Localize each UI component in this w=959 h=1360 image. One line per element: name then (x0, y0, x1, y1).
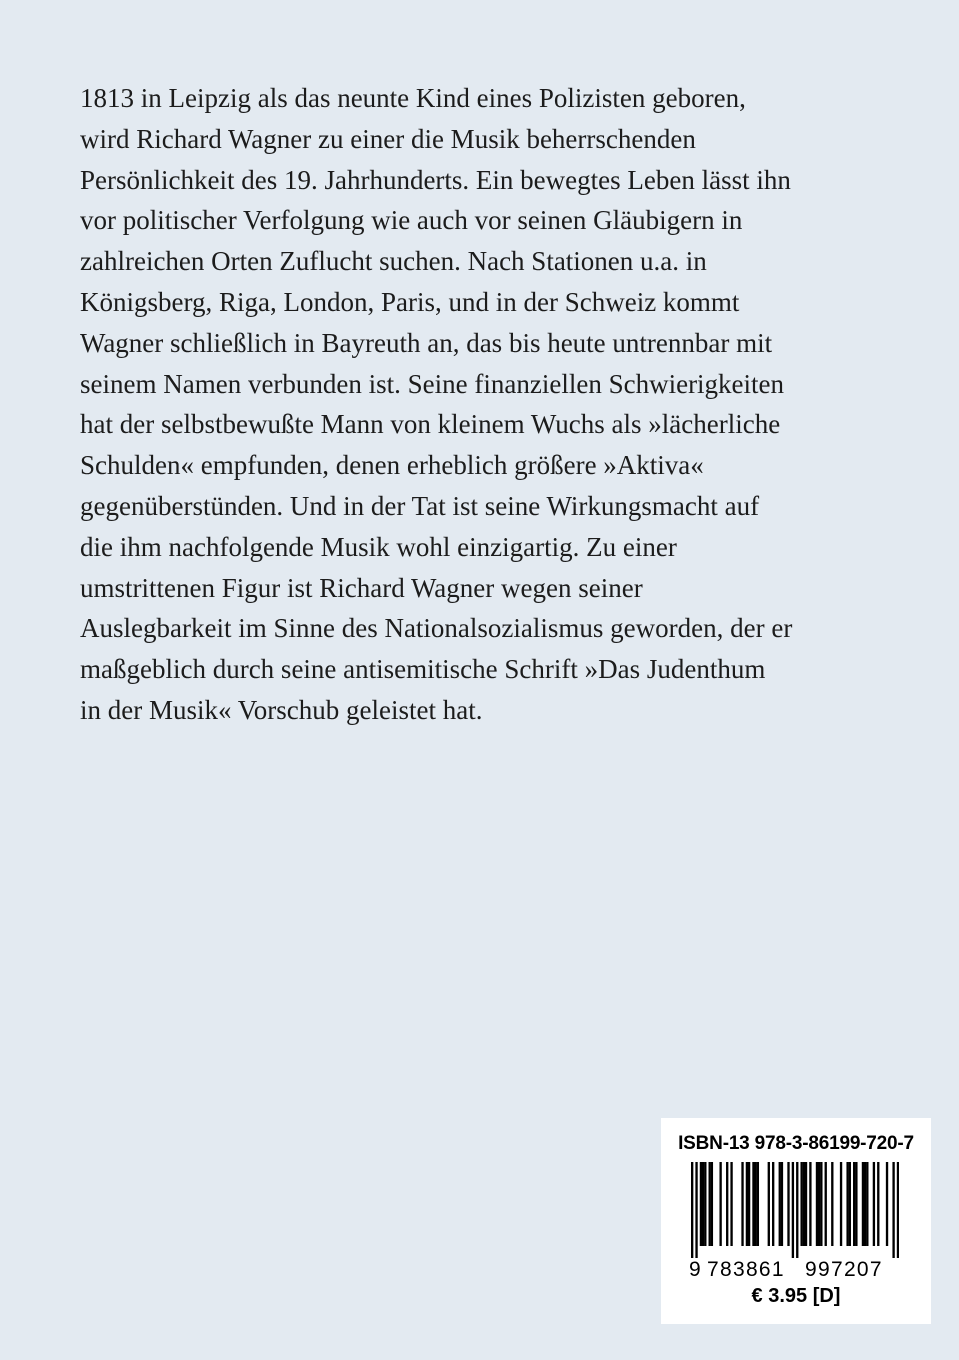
barcode-bar (800, 1162, 802, 1246)
barcode-bar (704, 1162, 706, 1246)
barcode-bar (781, 1162, 783, 1246)
blurb-line: gegenüberstünden. Und in der Tat ist seine Wirkungsmacht auf (80, 490, 760, 521)
barcode-bar (787, 1162, 789, 1246)
barcode-bar (840, 1162, 842, 1246)
barcode-bar (849, 1162, 851, 1246)
blurb-line: Auslegbarkeit im Sinne des Nationalsozialismus geworden, der er (80, 613, 793, 644)
barcode-bars (691, 1162, 899, 1258)
barcode-guard-bar (892, 1162, 894, 1258)
blurb-line: Königsberg, Riga, London, Paris, und in der Schweiz kommt (80, 286, 740, 317)
barcode-bar (873, 1162, 875, 1246)
barcode-bar (809, 1162, 811, 1246)
barcode-bar (754, 1162, 756, 1246)
barcode-bar (709, 1162, 711, 1246)
barcode-bar (803, 1162, 805, 1246)
back-cover-blurb (80, 78, 920, 731)
barcode-bar (820, 1162, 822, 1246)
barcode-bar (855, 1162, 857, 1246)
barcode-bar (726, 1162, 728, 1246)
barcode-bar (825, 1162, 827, 1246)
barcode-bar (866, 1162, 868, 1246)
barcode-guard-bar (691, 1162, 693, 1258)
blurb-line: maßgeblich durch seine antisemitische Schrift »Das Judenthum (80, 654, 766, 685)
barcode-bar (711, 1162, 713, 1246)
blurb-line: hat der selbstbewußte Mann von kleinem Wuchs als »lächerliche (80, 409, 781, 440)
barcode-bar (741, 1162, 743, 1246)
barcode-guard-bar (897, 1162, 899, 1258)
barcode-bar (768, 1162, 770, 1246)
barcode-bar (719, 1162, 721, 1246)
blurb-line: zahlreichen Orten Zuflucht suchen. Nach Stationen u.a. in (80, 246, 707, 277)
blurb-line: die ihm nachfolgende Musik wohl einzigartig. Zu einer (80, 531, 677, 562)
blurb-line: in der Musik« Vorschub geleistet hat. (80, 694, 483, 725)
blurb-line: 1813 in Leipzig als das neunte Kind eines Polizisten geboren, (80, 83, 746, 113)
barcode-bar (831, 1162, 833, 1246)
barcode-bar (805, 1162, 807, 1246)
blurb-line: wird Richard Wagner zu einer die Musik beherrschenden (80, 123, 696, 154)
barcode-bar (864, 1162, 866, 1246)
barcode-bar (846, 1162, 848, 1246)
blurb-line: vor politischer Verfolgung wie auch vor seinen Gläubigern in (80, 205, 743, 236)
barcode-bar (779, 1162, 781, 1246)
barcode-bar (702, 1162, 704, 1246)
barcode-bar (816, 1162, 818, 1246)
blurb-line: Schulden« empfunden, denen erheblich größere »Aktiva« (80, 450, 704, 481)
barcode-bar (818, 1162, 820, 1246)
blurb-line: Wagner schließlich in Bayreuth an, das bis heute untrennbar mit (80, 327, 773, 358)
barcode-bar (853, 1162, 855, 1246)
blurb-line: umstrittenen Figur ist Richard Wagner wegen seiner (80, 572, 643, 603)
barcode-bar (746, 1162, 748, 1246)
barcode-bar (730, 1162, 732, 1246)
barcode-bar (748, 1162, 750, 1246)
barcode-bar (752, 1162, 754, 1246)
barcode-bar (700, 1162, 702, 1246)
barcode-bar (757, 1162, 759, 1246)
blurb-line: seinem Namen verbunden ist. Seine finanziellen Schwierigkeiten (80, 368, 785, 399)
barcode-bar (877, 1162, 879, 1246)
blurb-line: Persönlichkeit des 19. Jahrhunderts. Ein bewegtes Leben lässt ihn (80, 164, 791, 195)
barcode-box (661, 1118, 931, 1324)
barcode-digits-left: 783861 (707, 1258, 785, 1281)
barcode-digit-first: 9 (689, 1258, 701, 1281)
barcode-bar (886, 1162, 888, 1246)
barcode-guard-bar (796, 1162, 798, 1258)
barcode-bar (772, 1162, 774, 1246)
isbn-label: ISBN-13 978-3-86199-720-7 (678, 1133, 914, 1154)
price-label: € 3.95 [D] (751, 1285, 841, 1307)
barcode-guard-bar (792, 1162, 794, 1258)
barcode-guard-bar (695, 1162, 697, 1258)
barcode-digits-right: 997207 (805, 1258, 883, 1281)
barcode-digits (689, 1258, 903, 1282)
barcode-bar (862, 1162, 864, 1246)
